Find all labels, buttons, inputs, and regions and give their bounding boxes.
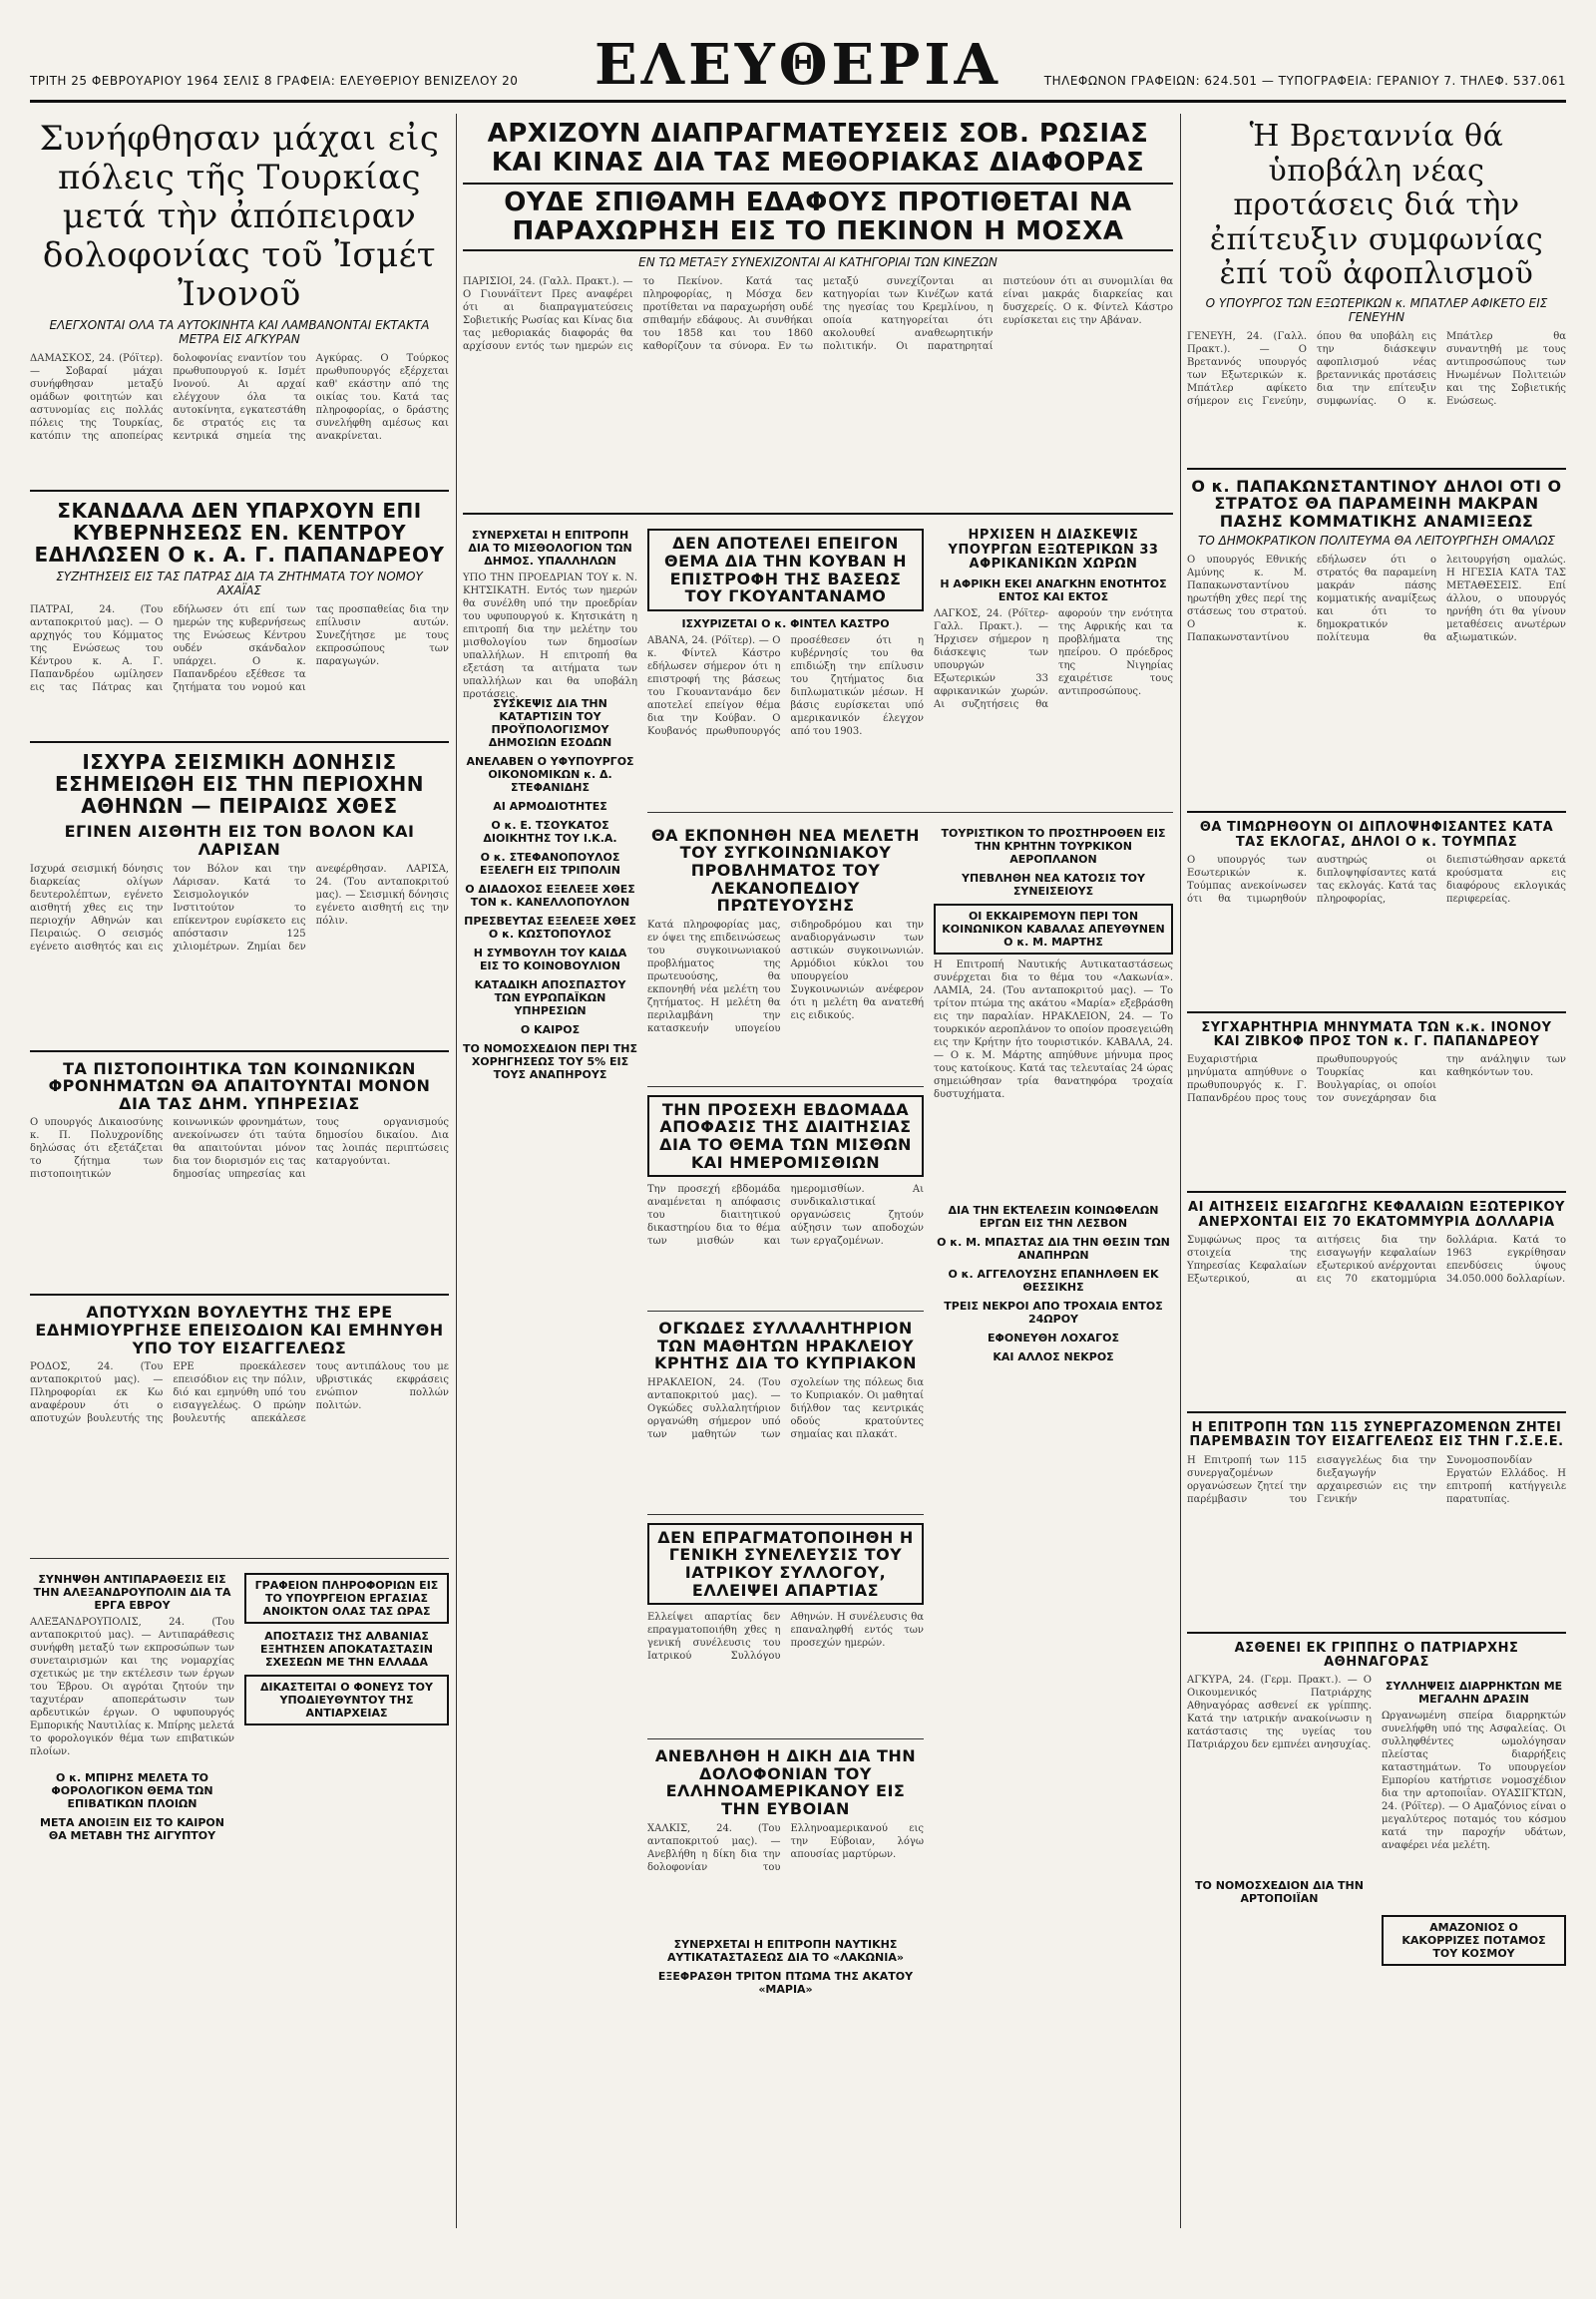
headline-transport-study: ΘΑ ΕΚΠΟΝΗΘΗ ΝΕΑ ΜΕΛΕΤΗ ΤΟΥ ΣΥΓΚΟΙΝΩΝΙΑΚΟΥ ΠΡΟΒΛΗΜΑΤΟΣ ΤΟΥ ΛΕΚΑΝΟΠΕΔΙΟΥ ΠΡΩΤΕΥΟΥΣΗΣ	[651, 825, 920, 916]
headline-bread-bill: ΤΟ ΝΟΜΟΣΧΕΔΙΟΝ ΔΙΑ ΤΗΝ ΑΡΤΟΠΟΙΪΑΝ	[1195, 1879, 1364, 1906]
headline-amazon: ΑΜΑΖΟΝΙΟΣ Ο ΚΑΚΟΡΡΙΖΕΣ ΠΟΤΑΜΟΣ ΤΟΥ ΚΟΣΜΟΥ	[1382, 1915, 1566, 1966]
center-main-area	[647, 523, 1173, 1999]
headline-disabled-bill: ΤΟ ΝΟΜΟΣΧΕΔΙΟΝ ΠΕΡΙ ΤΗΣ ΧΟΡΗΓΗΣΕΩΣ ΤΟΥ 5% ΕΙΣ ΤΟΥΣ ΑΝΑΠΗΡΟΥΣ	[463, 1042, 637, 1082]
headline-earthquake: ΙΣΧΥΡΑ ΣΕΙΣΜΙΚΗ ΔΟΝΗΣΙΣ ΕΣΗΜΕΙΩΘΗ ΕΙΣ ΤΗΝ ΠΕΡΙΟΧΗΝ ΑΘΗΝΩΝ — ΠΕΙΡΑΙΩΣ ΧΘΕΣ	[55, 750, 424, 819]
article-body-committee-115: Η Επιτροπή των 115 συνεργαζομένων οργανώσεων ζητεί την παρέμβασιν του εισαγγελέως δια την διεξαγωγήν αρχαιρεσιών εις την Γενικήν Συνομοσπονδίαν Εργατών Ελλάδος. Η επιτροπή κατήγγειλε παρατυπίας.	[1187, 1454, 1566, 1505]
rule	[1187, 811, 1566, 813]
headline-alexandroupolis: ΣΥΝΗΨΘΗ ΑΝΤΙΠΑΡΑΘΕΣΙΣ ΕΙΣ ΤΗΝ ΑΛΕΞΑΝΔΡΟΥΠΟΛΙΝ ΔΙΑ ΤΑ ΕΡΓΑ ΕΒΡΟΥ	[33, 1573, 231, 1613]
rule	[647, 1086, 924, 1087]
rule	[30, 1050, 449, 1052]
article-body-africa: ΛΑΓΚΟΣ, 24. (Ρόϊτερ-Γαλλ. Πρακτ.). — Ήρχισεν σήμερον η διάσκεψις των υπουργών Εξωτερικών 33 αφρικανικών χωρών. Αι συζητήσεις θα αφορούν την ενότητα της Αφρικής και τα προβλήματα της ηπείρου. Ο πρόεδρος της Νιγηρίας εχαιρέτισε τους αντιπροσώπους.	[934, 608, 1173, 711]
headline-murder-trial: ΔΙΚΑΣΤΕΙΤΑΙ Ο ΦΟΝΕΥΣ ΤΟΥ ΥΠΟΔΙΕΥΘΥΝΤΟΥ ΤΗΣ ΑΝΤΙΑΡΧΕΙΑΣ	[244, 1675, 449, 1725]
rule	[30, 1294, 449, 1296]
headline-ere-deputy: ΑΠΟΤΥΧΩΝ ΒΟΥΛΕΥΤΗΣ ΤΗΣ ΕΡΕ ΕΔΗΜΙΟΥΡΓΗΣΕ ΕΠΕΙΣΟΔΙΟΝ ΚΑΙ ΕΜΗΝΥΘΗ ΥΠΟ ΤΟΥ ΕΙΣΑΓΓΕΛΕΩΣ	[35, 1303, 444, 1357]
article-body-medical: Ελλείψει απαρτίας δεν επραγματοποιήθη χθες η γενική συνέλευσις του Ιατρικού Συλλόγου Αθηνών. Η συνέλευσις θα επαναληφθή εντός των προσεχών ημερών.	[647, 1612, 924, 1663]
article-body-double-voters: Ο υπουργός των Εσωτερικών κ. Τούμπας ανεκοίνωσεν ότι θα τιμωρηθούν αυστηρώς οι διπλοψηφίσαντες κατά τας εκλογάς. Κατά τας πληροφορίας, διεπιστώθησαν αρκετά κρούσματα εις διαφόρους εκλογικάς περιφερείας.	[1187, 854, 1566, 905]
article-body-foreign-capital: Συμφώνως προς τα στοιχεία της Υπηρεσίας Κεφαλαίων Εξωτερικού, αι αιτήσεις δια την εισαγωγήν κεφαλαίων εξωτερικού ανέρχονται εις 70 εκατομμύρια δολλάρια. Κατά το 1963 εγκρίθησαν επενδύσεις ύψους 34.050.000 δολλαρίων.	[1187, 1235, 1566, 1286]
headline-papakonstantinou: Ο κ. ΠΑΠΑΚΩΝΣΤΑΝΤΙΝΟΥ ΔΗΛΟΙ ΟΤΙ Ο ΣΤΡΑΤΟΣ ΘΑ ΠΑΡΑΜΕΙΝΗ ΜΑΚΡΑΝ ΠΑΣΗΣ ΚΟΜΜΑΤΙΚΗΣ ΑΝΑΜΙΞΕΩΣ	[1191, 476, 1562, 531]
article-body-arbitration: Την προσεχή εβδομάδα αναμένεται η απόφασις του διαιτητικού δικαστηρίου δια το θέμα των μισθών και ημερομισθίων. Αι συνδικαλιστικαί οργανώσεις ζητούν αύξησιν των αποδοχών των εργαζομένων.	[647, 1184, 924, 1248]
headline-responsibilities: ΑΙ ΑΡΜΟΔΙΟΤΗΤΕΣ	[493, 800, 607, 814]
column-divider-1	[456, 114, 457, 2228]
article-body-patriarch: ΑΓΚΥΡΑ, 24. (Γερμ. Πρακτ.). — Ο Οικουμενικός Πατριάρχης Αθηναγόρας ασθενεί εκ γρίππης. Κατά την ιατρικήν ανακοίνωσιν η κατάστασις της υγείας του Πατριάρχου δεν εμπνέει ανησυχίας.	[1187, 1675, 1372, 1751]
headline-tsoukatos: Ο κ. Ε. ΤΣΟΥΚΑΤΟΣ ΔΙΟΙΚΗΤΗΣ ΤΟΥ Ι.Κ.Α.	[483, 819, 617, 846]
center-mid-left	[647, 821, 924, 2000]
subheadline-patras: ΣΥΖΗΤΗΣΕΙΣ ΕΙΣ ΤΑΣ ΠΑΤΡΑΣ ΔΙΑ ΤΑ ΖΗΤΗΜΑΤΑ ΤΟΥ ΝΟΜΟΥ ΑΧΑΪΑΣ	[56, 570, 423, 598]
headline-congratulations: ΣΥΓΧΑΡΗΤΗΡΙΑ ΜΗΝΥΜΑΤΑ ΤΩΝ κ.κ. ΙΝΟΝΟΥ ΚΑΙ ΖΙΒΚΟΦ ΠΡΟΣ ΤΟΝ κ. Γ. ΠΑΠΑΝΔΡΕΟΥ	[1201, 1019, 1552, 1050]
left-bottom-grid	[30, 1567, 449, 1846]
article-body-evia: ΧΑΛΚΙΣ, 24. (Του ανταποκριτού μας). — Ανεβλήθη η δίκη δια την δολοφονίαν του Ελληνοαμερικανού εις την Εύβοιαν, λόγω απουσίας μαρτύρων.	[647, 1822, 924, 1873]
center-top-right	[934, 523, 1173, 803]
headline-angelousis: Ο κ. ΑΓΓΕΛΟΥΣΗΣ ΕΠΑΝΗΛΘΕΝ ΕΚ ΘΕΣΣΙΚΗΣ	[948, 1267, 1159, 1294]
headline-salaries-committee: ΣΥΝΕΡΧΕΤΑΙ Η ΕΠΙΤΡΟΠΗ ΔΙΑ ΤΟ ΜΙΣΘΟΛΟΓΙΟΝ ΤΩΝ ΔΗΜΟΣ. ΥΠΑΛΛΗΛΩΝ	[468, 529, 632, 569]
article-body-guantanamo: ΑΒΑΝΑ, 24. (Ρόϊτερ). — Ο κ. Φίντελ Κάστρο εδήλωσεν σήμερον ότι η επιστροφή της βάσεως του Γκουαντανάμο δεν αποτελεί επείγον θέμα δια την Κούβαν. Ο Κουβανός πρωθυπουργός προσέθεσεν ότι η κυβέρνησίς του θα επιδιώξη την επίλυσιν του ζητήματος δια διπλωματικών μέσων. Η βάσις ευρίσκεται υπό αμερικανικόν έλεγχον από του 1903.	[647, 634, 924, 737]
article-body-certificates: Ο υπουργός Δικαιοσύνης κ. Π. Πολυχρονίδης δηλώσας ότι εξετάζεται το ζήτημα των πιστοποιητικών κοινωνικών φρονημάτων, ανεκοίνωσεν ότι ταύτα θα απαιτούνται μόνον δια τον διορισμόν εις τας δημοσίας υπηρεσίας και τους οργανισμούς δημοσίου δικαίου. Δια τας λοιπάς περιπτώσεις καταργούνται.	[30, 1117, 449, 1181]
center-mid-right	[934, 821, 1173, 2000]
rule	[1187, 1632, 1566, 1634]
headline-stefanidis: ΑΝΕΛΑΒΕΝ Ο ΥΦΥΠΟΥΡΓΟΣ ΟΙΚΟΝΟΜΙΚΩΝ κ. Δ. ΣΤΕΦΑΝΙΔΗΣ	[466, 755, 634, 795]
headline-lesvos-works: ΔΙΑ ΤΗΝ ΕΚΤΕΛΕΣΙΝ ΚΟΙΝΩΦΕΛΩΝ ΕΡΓΩΝ ΕΙΣ ΤΗΝ ΛΕΣΒΟΝ	[948, 1203, 1159, 1230]
headline-labour-office: ΓΡΑΦΕΙΟΝ ΠΛΗΡΟΦΟΡΙΩΝ ΕΙΣ ΤΟ ΥΠΟΥΡΓΕΙΟΝ ΕΡΓΑΣΙΑΣ ΑΝΟΙΚΤΟΝ ΟΛΑΣ ΤΑΣ ΩΡΑΣ	[244, 1573, 449, 1624]
headline-kostopoulos: ΠΡΕΣΒΕΥΤΑΣ ΕΞΕΛΕΞΕ ΧΘΕΣ Ο κ. ΚΩΣΤΟΠΟΥΛΟΣ	[464, 915, 636, 942]
lead-headline-turkey: Συνήφθησαν μάχαι εἰς πόλεις τῆς Τουρκίας μετά τὴν ἀπόπειραν δολοφονίας τοῦ Ἰσμέτ Ἰνονοῦ	[39, 119, 440, 315]
article-body-earthquake: Ισχυρά σεισμική δόνησις διαρκείας ολίγων δευτερολέπτων, εγένετο αισθητή χθες εις την περιοχήν Αθηνών και Πειραιώς. Ο σεισμός εγένετο αισθητός και εις τον Βόλον και την Λάρισαν. Κατά το Σεισμολογικόν Ινστιτούτον το επίκεντρον ευρίσκετο εις απόστασιν 125 χιλιομέτρων. Ζημίαι δεν ανεφέρθησαν. ΛΑΡΙΣΑ, 24. (Του ανταποκριτού μας). — Σεισμική δόνησις εγένετο αισθητή εις την πόλιν.	[30, 863, 449, 953]
headline-stefanopoulos: Ο κ. ΣΤΕΦΑΝΟΠΟΥΛΟΣ ΕΞΕΛΕΓΗ ΕΙΣ ΤΡΙΠΟΛΙΝ	[479, 851, 621, 878]
headline-egypt-trip: ΜΕΤΑ ΑΝΟΙΞΙΝ ΕΙΣ ΤΟ ΚΑΙΡΟΝ ΘΑ ΜΕΤΑΒΗ ΤΗΣ ΑΙΓΥΠΤΟΥ	[40, 1816, 224, 1843]
rule	[1187, 1411, 1566, 1413]
headline-captain-killed: ΕΦΟΝΕΥΘΗ ΛΟΧΑΓΟΣ	[987, 1331, 1120, 1344]
rule	[1187, 1191, 1566, 1193]
masthead-title: ΕΛΕΥΘΕΡΙΑ	[594, 32, 1001, 98]
headline-turkish-plane: ΤΟΥΡΙΣΤΙΚΟΝ ΤΟ ΠΡΟΣΤΗΡΟΘΕΝ ΕΙΣ ΤΗΝ ΚΡΗΤΗΝ ΤΟΥΡΚΙΚΟΝ ΑΕΡΟΠΛΑΝΟΝ	[941, 826, 1166, 866]
rule	[647, 1514, 924, 1515]
lead-headline-territory: ΟΥΔΕ ΣΠΙΘΑΜΗ ΕΔΑΦΟΥΣ ΠΡΟΤΙΘΕΤΑΙ ΝΑ ΠΑΡΑΧΩΡΗΣΗ ΕΙΣ ΤΟ ΠΕΚΙΝΟΝ Η ΜΟΣΧΑ	[463, 183, 1173, 251]
article-body-papandreou: ΠΑΤΡΑΙ, 24. (Του ανταποκριτού μας). — Ο αρχηγός του Κόμματος της Ενώσεως του Κέντρου κ. Α. Γ. Παπανδρέου ωμίλησεν εις τας Πάτρας και εδήλωσεν ότι επί των ημερών της κυβερνήσεως της Ενώσεως Κέντρου ουδέν σκάνδαλον υπάρχει. Ο κ. Παπανδρέου εξέθεσε τα ζητήματα του νομού και τας προσπαθείας δια την επίλυσιν αυτών. Συνεζήτησε με τους εκπροσώπους των παραγωγών.	[30, 604, 449, 694]
article-body-salaries: ΥΠΟ ΤΗΝ ΠΡΟΕΔΡΙΑΝ ΤΟΥ κ. Ν. ΚΗΤΣΙΚΑΤΗ. Εντός των ημερών θα συνέλθη υπό την προεδρίαν του υφυπουργού κ. Κητσικάτη η επιτροπή δια την μελέτην του μισθολογίου των δημοσίων υπαλλήλων. Η επιτροπή θα εξετάση τα αιτήματα των υπαλλήλων και θα υποβάλη προτάσεις.	[463, 573, 637, 701]
headline-lakonia: ΣΥΝΕΡΧΕΤΑΙ Η ΕΠΙΤΡΟΠΗ ΝΑΥΤΙΚΗΣ ΑΥΤΙΚΑΤΑΣΤΑΣΕΩΣ ΔΙΑ ΤΟ «ΛΑΚΩΝΙΑ»	[667, 1937, 904, 1964]
headline-heraklion-rally: ΟΓΚΩΔΕΣ ΣΥΛΛΑΛΗΤΗΡΙΟΝ ΤΩΝ ΜΑΘΗΤΩΝ ΗΡΑΚΛΕΙΟΥ ΚΡΗΤΗΣ ΔΙΑ ΤΟ ΚΥΠΡΙΑΚΟΝ	[653, 1319, 918, 1373]
headline-committee-115: Η ΕΠΙΤΡΟΠΗ ΤΩΝ 115 ΣΥΝΕΡΓΑΖΟΜΕΝΩΝ ΖΗΤΕΙ ΠΑΡΕΜΒΑΣΙΝ ΤΟΥ ΕΙΣΑΓΓΕΛΕΩΣ ΕΙΣ ΤΗΝ Γ.Σ.Ε.Ε.	[1189, 1420, 1564, 1450]
headline-evia-trial: ΑΝΕΒΛΗΘΗ Η ΔΙΚΗ ΔΙΑ ΤΗΝ ΔΟΛΟΦΟΝΙΑΝ ΤΟΥ ΕΛΛΗΝΟΑΜΕΡΙΚΑΝΟΥ ΕΙΣ ΤΗΝ ΕΥΒΟΙΑΝ	[654, 1746, 917, 1819]
headline-bastas: Ο κ. Μ. ΜΠΑΣΤΑΣ ΔΙΑ ΤΗΝ ΘΕΣΙΝ ΤΩΝ ΑΝΑΠΗΡΩΝ	[937, 1235, 1170, 1262]
headline-certificates: ΤΑ ΠΙΣΤΟΠΟΙΗΤΙΚΑ ΤΩΝ ΚΟΙΝΩΝΙΚΩΝ ΦΡΟΝΗΜΑΤΩΝ ΘΑ ΑΠΑΙΤΟΥΝΤΑΙ ΜΟΝΟΝ ΔΙΑ ΤΑΣ ΔΗΜ. ΥΠΗΡΕΣΙΑΣ	[48, 1058, 431, 1113]
headline-another-dead: ΚΑΙ ΑΛΛΟΣ ΝΕΚΡΟΣ	[993, 1349, 1114, 1363]
lead-headline-ussr-china: ΑΡΧΙΖΟΥΝ ΔΙΑΠΡΑΓΜΑΤΕΥΣΕΙΣ ΣΟΒ. ΡΩΣΙΑΣ ΚΑΙ ΚΙΝΑΣ ΔΙΑ ΤΑΣ ΜΕΘΟΡΙΑΚΑΣ ΔΙΑΦΟΡΑΣ	[487, 119, 1149, 178]
lead-subheadline-butler: Ο ΥΠΟΥΡΓΟΣ ΤΩΝ ΕΞΩΤΕΡΙΚΩΝ κ. ΜΠΑΤΛΕΡ ΑΦΙΚΕΤΟ ΕΙΣ ΓΕΝΕΥΗΝ	[1205, 295, 1548, 324]
subheadline-africa: Η ΑΦΡΙΚΗ ΕΚΕΙ ΑΝΑΓΚΗΝ ΕΝΟΤΗΤΟΣ ΕΝΤΟΣ ΚΑΙ ΕΚΤΟΣ	[940, 577, 1167, 604]
right-bottom-col-a	[1187, 1674, 1372, 1970]
right-bottom-grid	[1187, 1674, 1566, 1970]
rule	[463, 513, 1173, 515]
center-grid	[463, 523, 1173, 1999]
article-body-center-misc: Η Επιτροπή Ναυτικής Αυτικαταστάσεως συνέρχεται δια το θέμα του «Λακωνία». ΛΑΜΙΑ, 24. (Του ανταποκριτού μας). — Το τρίτον πτώμα της ακάτου «Μαρία» εξεβράσθη εις την παραλίαν. ΗΡΑΚΛΕΙΟΝ, 24. — Το τουρκικόν αεροπλάνον το οποίον προσεγειώθη εις την Κρήτην ήτο τουριστικόν. ΚΑΒΑΛΑ, 24. — Ο κ. Μ. Μάρτης απηύθυνε μήνυμα προς τους κατοίκους. Κατά τας τελευταίας 24 ώρας σημειώθησαν τρία θανατηφόρα τροχαία δυστυχήματα.	[934, 958, 1173, 1100]
headline-papandreou-scandals: ΣΚΑΝΔΑΛΑ ΔΕΝ ΥΠΑΡΧΟΥΝ ΕΠΙ ΚΥΒΕΡΝΗΣΕΩΣ ΕΝ. ΚΕΝΤΡΟΥ ΕΔΗΛΩΣΕΝ Ο κ. Α. Γ. ΠΑΠΑΝΔΡΕΟΥ	[34, 499, 445, 568]
rule	[647, 1311, 924, 1312]
article-body-alexandroupolis: ΑΛΕΞΑΝΔΡΟΥΠΟΛΙΣ, 24. (Του ανταποκριτού μας). — Αντιπαράθεσις συνήφθη μεταξύ των εκπροσώπων των συνεταιρισμών και της νομαρχίας σχετικώς με την εκτέλεσιν των έργων του Έβρου. Οι αγρόται ζητούν την ταχυτέραν αποπεράτωσιν των αρδευτικών έργων. Ο υφυπουργός Εμπορικής Ναυτιλίας κ. Μπίρης μελετά το φορολογικόν θέμα των επιβατικών πλοίων.	[30, 1617, 234, 1758]
headline-weather: Ο ΚΑΙΡΟΣ	[520, 1023, 581, 1037]
headline-new-complaint: ΥΠΕΒΛΗΘΗ ΝΕΑ ΚΑΤΟΣΙΣ ΤΟΥ ΣΥΝΕΙΣΕΙΟΥΣ	[962, 871, 1145, 898]
headline-kanellopoulos: Ο ΔΙΑΔΟΧΟΣ ΕΞΕΛΕΞΕ ΧΘΕΣ ΤΟΝ κ. ΚΑΝΕΛΛΟΠΟΥΛΟΝ	[465, 883, 635, 910]
rule	[30, 741, 449, 743]
rule	[647, 1738, 924, 1739]
column-right	[1187, 114, 1566, 2228]
article-body-heraklion: ΗΡΑΚΛΕΙΟΝ, 24. (Του ανταποκριτού μας). — Ογκώδες συλλαλητήριον οργανώθη σήμερον υπό των μαθητών των σχολείων της πόλεως δια το Κυπριακόν. Οι μαθηταί διήλθον τας κεντρικάς οδούς κρατούντες σημαίας και πλακάτ.	[647, 1376, 924, 1440]
headline-guantanamo: ΔΕΝ ΑΠΟΤΕΛΕΙ ΕΠΕΙΓΟΝ ΘΕΜΑ ΔΙΑ ΤΗΝ ΚΟΥΒΑΝ Η ΕΠΙΣΤΡΟΦΗ ΤΗΣ ΒΑΣΕΩΣ ΤΟΥ ΓΚΟΥΑΝΤΑΝΑΜΟ	[647, 529, 924, 610]
rule	[1187, 468, 1566, 470]
newspaper-page	[30, 30, 1566, 2239]
lead-headline-britain: Ἡ Βρεταννία θά ὑποβάλη νέας προτάσεις διά τὴν ἐπίτευξιν συμφωνίας ἐπί τοῦ ἀφοπλισμοῦ	[1209, 119, 1544, 291]
rule	[30, 490, 449, 492]
headline-traffic-deaths: ΤΡΕΙΣ ΝΕΚΡΟΙ ΑΠΟ ΤΡΟΧΑΙΑ ΕΝΤΟΣ 24ΩΡΟΥ	[944, 1299, 1163, 1326]
article-body-britain: ΓΕΝΕΥΗ, 24. (Γαλλ. Πρακτ.). — Ο Βρεταννός υπουργός των Εξωτερικών κ. Μπάτλερ αφίκετο σήμερον εις Γενεύην, όπου θα υποβάλη εις την διάσκεψιν αφοπλισμού νέας βρεταννικάς προτάσεις δια την επίτευξιν συμφωνίας. Ο κ. Μπάτλερ θα συναντηθή με τους αντιπροσώπους των Ηνωμένων Πολιτειών και της Σοβιετικής Ενώσεως.	[1187, 330, 1566, 407]
headline-arbitration: ΤΗΝ ΠΡΟΣΕΧΗ ΕΒΔΟΜΑΔΑ ΑΠΟΦΑΣΙΣ ΤΗΣ ΔΙΑΙΤΗΣΙΑΣ ΔΙΑ ΤΟ ΘΕΜΑ ΤΩΝ ΜΙΣΘΩΝ ΚΑΙ ΗΜΕΡΟΜΙΣΘΙΩΝ	[647, 1095, 924, 1177]
article-body-ere-deputy: ΡΟΔΟΣ, 24. (Του ανταποκριτού μας). — Πληροφορίαι εκ Κω αναφέρουν ότι ο αποτυχών βουλευτής της ΕΡΕ προεκάλεσεν επεισόδιον εις την πόλιν, διό και εμηνύθη υπό του εισαγγελέως. Ο πρώην βουλευτής απεκάλεσε τους αντιπάλους του με υβριστικάς εκφράσεις ενώπιον πολλών πολιτών.	[30, 1361, 449, 1425]
headline-kavala: ΟΙ ΕΚΚΑΙΡΕΜΟΥΝ ΠΕΡΙ ΤΟΝ ΚΟΙΝΩΝΙΚΟΝ ΚΑΒΑΛΑΣ ΑΠΕΥΘΥΝΕΝ Ο κ. Μ. ΜΑΡΤΗΣ	[934, 904, 1173, 955]
headline-foreign-capital: ΑΙ ΑΙΤΗΣΕΙΣ ΕΙΣΑΓΩΓΗΣ ΚΕΦΑΛΑΙΩΝ ΕΞΩΤΕΡΙΚΟΥ ΑΝΕΡΧΟΝΤΑΙ ΕΙΣ 70 ΕΚΑΤΟΜΜΥΡΙΑ ΔΟΛΛΑΡΙΑ	[1188, 1200, 1565, 1230]
lead-subheadline-chinese: ΕΝ ΤΩ ΜΕΤΑΞΥ ΣΥΝΕΧΙΖΟΝΤΑΙ ΑΙ ΚΑΤΗΓΟΡΙΑΙ ΤΩΝ ΚΙΝΕΖΩΝ	[638, 255, 998, 270]
article-body-ussr-china: ΠΑΡΙΣΙΟΙ, 24. (Γαλλ. Πρακτ.). — Ο Γιουνάϊτεντ Πρες αναφέρει ότι αι διαπραγματεύσεις Σοβιετικής Ρωσίας και Κίνας δια τας μεθοριακάς διαφοράς θα αρχίσουν εντός των ημερών εις το Πεκίνον. Κατά τας πληροφορίας, η Μόσχα δεν προτίθεται να παραχωρήση ουδέ σπιθαμήν εδάφους. Αι συνθήκαι του 1858 και του 1860 καθορίζουν τα σύνορα. Εν τω μεταξύ συνεχίζονται αι κατηγορίαι των Κινέζων κατά της ηγεσίας του Κρεμλίνου, η οποία κατηγορείται ότι ακολουθεί αναθεωρητικήν πολιτικήν. Οι παρατηρηταί πιστεύουν ότι αι συνομιλίαι θα είναι μακράς διαρκείας και δυσχερείς. Ο κ. Φίντελ Κάστρο ευρίσκεται εις την Αβάναν.	[463, 276, 1173, 353]
rule	[30, 1558, 449, 1559]
left-bottom-col-a	[30, 1567, 234, 1846]
left-bottom-col-b	[244, 1567, 449, 1846]
column-left	[30, 114, 449, 2228]
center-top-row	[647, 523, 1173, 803]
masthead-phones-line: ΤΗΛΕΦΩΝΟΝ ΓΡΑΦΕΙΩΝ: 624.501 — ΤΥΠΟΓΡΑΦΕΙΑ: ΓΕΡΑΝΙΟΥ 7. ΤΗΛΕΦ. 537.061	[1043, 74, 1566, 88]
article-body-turkey: ΔΑΜΑΣΚΟΣ, 24. (Ρόϊτερ). — Σοβαραί μάχαι συνήφθησαν μεταξύ ομάδων φοιτητών και αστυνομίας εις πολλάς πόλεις της Τουρκίας, κατόπιν της αποπείρας δολοφονίας εναντίον του πρωθυπουργού κ. Ισμέτ Ινονού. Αι αρχαί ελέγχουν όλα τα αυτοκίνητα, εγκατεστάθη δε στρατός εις τα κεντρικά σημεία της Αγκύρας. Ο Τούρκος πρωθυπουργός εξέρχεται καθ' εκάστην από της οικίας του. Κατά τας πληροφορίας, ο δράστης συνελήφθη αμέσως και ανακρίνεται.	[30, 353, 449, 443]
center-left-strip	[463, 523, 637, 1999]
headline-biris-ships: Ο κ. ΜΠΙΡΗΣ ΜΕΛΕΤΑ ΤΟ ΦΟΡΟΛΟΓΙΚΟΝ ΘΕΜΑ ΤΩΝ ΕΠΙΒΑΤΙΚΩΝ ΠΛΟΙΩΝ	[51, 1771, 213, 1811]
right-bottom-col-b	[1382, 1674, 1566, 1970]
rule	[1187, 1011, 1566, 1013]
center-top-left	[647, 523, 924, 803]
article-body-right-misc: Ωργανωμένη σπείρα διαρρηκτών συνελήφθη υπό της Ασφαλείας. Οι συλληφθέντες ωμολόγησαν πλείστας διαρρήξεις καταστημάτων. Το υπουργείον Εμπορίου κατήρτισε νομοσχέδιον δια την αρτοποιΐαν. ΟΥΑΣΙΓΚΤΩΝ, 24. (Ρόϊτερ). — Ο Αμαζόνιος είναι ο μεγαλύτερος ποταμός του κόσμου κατά την παροχήν υδάτων, αναφέρει νέα μελέτη.	[1382, 1711, 1566, 1852]
subheadline-democratic-regime: ΤΟ ΔΗΜΟΚΡΑΤΙΚΟΝ ΠΟΛΙΤΕΥΜΑ ΘΑ ΛΕΙΤΟΥΡΓΗΣΗ ΟΜΑΛΩΣ	[1198, 534, 1555, 549]
headline-african-conference: ΗΡΧΙΣΕΝ Η ΔΙΑΣΚΕΨΙΣ ΥΠΟΥΡΓΩΝ ΕΞΩΤΕΡΙΚΩΝ 33 ΑΦΡΙΚΑΝΙΚΩΝ ΧΩΡΩΝ	[948, 528, 1159, 572]
headline-double-voters: ΘΑ ΤΙΜΩΡΗΘΟΥΝ ΟΙ ΔΙΠΛΟΨΗΦΙΣΑΝΤΕΣ ΚΑΤΑ ΤΑΣ ΕΚΛΟΓΑΣ, ΔΗΛΟΙ Ο κ. ΤΟΥΜΠΑΣ	[1199, 820, 1554, 850]
headline-budget-meeting: ΣΥΣΚΕΨΙΣ ΔΙΑ ΤΗΝ ΚΑΤΑΡΤΙΣΙΝ ΤΟΥ ΠΡΟΫΠΟΛΟΓΙΣΜΟΥ ΔΗΜΟΣΙΩΝ ΕΣΟΔΩΝ	[488, 697, 612, 750]
headline-kaida: Η ΣΥΜΒΟΥΛΗ ΤΟΥ ΚΑΙΔΑ ΕΙΣ ΤΟ ΚΟΙΝΟΒΟΥΛΙΟΝ	[473, 947, 627, 973]
article-body-congratulations: Ευχαριστήρια μηνύματα απηύθυνε ο πρωθυπουργός κ. Γ. Παπανδρέου προς τους πρωθυπουργούς Τουρκίας και Βουλγαρίας, οι οποίοι τον συνεχάρησαν δια την ανάληψιν των καθηκόντων του.	[1187, 1054, 1566, 1105]
article-body-army: Ο υπουργός Εθνικής Αμύνης κ. Μ. Παπακωνσταντίνου ηρωτήθη χθες περί της στάσεως του στρατού. Ο κ. Παπακωνσταντίνου εδήλωσεν ότι ο στρατός θα παραμείνη μακράν πάσης κομματικής αναμίξεως και ότι το δημοκρατικόν πολίτευμα θα λειτουργήση ομαλώς. Η ΗΓΕΣΙΑ ΚΑΤΑ ΤΑΣ ΜΕΤΑΘΕΣΕΙΣ. Επί άλλου, ο υπουργός ηρνήθη ότι θα γίνουν μεταθέσεις ανωτέρων αξιωματικών.	[1187, 555, 1566, 644]
headline-burglars: ΣΥΛΛΗΨΕΙΣ ΔΙΑΡΡΗΚΤΩΝ ΜΕ ΜΕΓΑΛΗΝ ΔΡΑΣΙΝ	[1385, 1680, 1563, 1707]
lead-subheadline-turkey: ΕΛΕΓΧΟΝΤΑΙ ΟΛΑ ΤΑ ΑΥΤΟΚΙΝΗΤΑ ΚΑΙ ΛΑΜΒΑΝΟΝΤΑΙ ΕΚΤΑΚΤΑ ΜΕΤΡΑ ΕΙΣ ΑΓΚΥΡΑΝ	[49, 318, 430, 347]
subheadline-castro: ΙΣΧΥΡΙΖΕΤΑΙ Ο κ. ΦΙΝΤΕΛ ΚΑΣΤΡΟ	[681, 616, 890, 630]
headline-albania: ΑΠΟΣΤΑΣΙΣ ΤΗΣ ΑΛΒΑΝΙΑΣ ΕΞΗΤΗΣΕΝ ΑΠΟΚΑΤΑΣΤΑΣΙΝ ΣΧΕΣΕΩΝ ΜΕ ΤΗΝ ΕΛΛΑΔΑ	[260, 1630, 433, 1670]
column-center	[463, 114, 1173, 2228]
article-body-transport: Κατά πληροφορίας μας, εν όψει της επιδεινώσεως του συγκοινωνιακού προβλήματος της πρωτευούσης, θα εκπονηθή νέα μελέτη του ζητήματος. Η μελέτη θα περιλαμβάνη την κατασκευήν υπογείου σιδηροδρόμου και την αναδιοργάνωσιν των αστικών συγκοινωνιών. Αρμόδιοι κύκλοι του υπουργείου Συγκοινωνιών ανέφερον ότι η μελέτη θα ανατεθή εις ειδικούς.	[647, 919, 924, 1034]
masthead	[30, 30, 1566, 103]
headline-maria-boat: ΕΞΕΦΡΑΣΘΗ ΤΡΙΤΟΝ ΠΤΩΜΑ ΤΗΣ ΑΚΑΤΟΥ «ΜΑΡΙΑ»	[657, 1969, 914, 1996]
center-mid-row	[647, 821, 1173, 2000]
headline-medical-assembly: ΔΕΝ ΕΠΡΑΓΜΑΤΟΠΟΙΗΘΗ Η ΓΕΝΙΚΗ ΣΥΝΕΛΕΥΣΙΣ ΤΟΥ ΙΑΤΡΙΚΟΥ ΣΥΛΛΟΓΟΥ, ΕΛΛΕΙΨΕΙ ΑΠΑΡΤΙΑΣ	[647, 1523, 924, 1605]
column-divider-2	[1180, 114, 1181, 2228]
masthead-date-line: ΤΡΙΤΗ 25 ΦΕΒΡΟΥΑΡΙΟΥ 1964 ΣΕΛΙΣ 8 ΓΡΑΦΕΙΑ: ΕΛΕΥΘΕΡΙΟΥ ΒΕΝΙΖΕΛΟΥ 20	[30, 74, 519, 88]
subheadline-earthquake: ΕΓΙΝΕΝ ΑΙΣΘΗΤΗ ΕΙΣ ΤΟΝ ΒΟΛΟΝ ΚΑΙ ΛΑΡΙΣΑΝ	[64, 822, 415, 860]
headline-patriarch: ΑΣΘΕΝΕΙ ΕΚ ΓΡΙΠΠΗΣ Ο ΠΑΤΡΙΑΡΧΗΣ ΑΘΗΝΑΓΟΡΑΣ	[1234, 1640, 1519, 1670]
rule	[647, 812, 1173, 813]
headline-conviction: ΚΑΤΑΔΙΚΗ ΑΠΟΣΠΑΣΤΟΥ ΤΩΝ ΕΥΡΩΠΑΪΚΩΝ ΥΠΗΡΕΣΙΩΝ	[474, 978, 626, 1018]
